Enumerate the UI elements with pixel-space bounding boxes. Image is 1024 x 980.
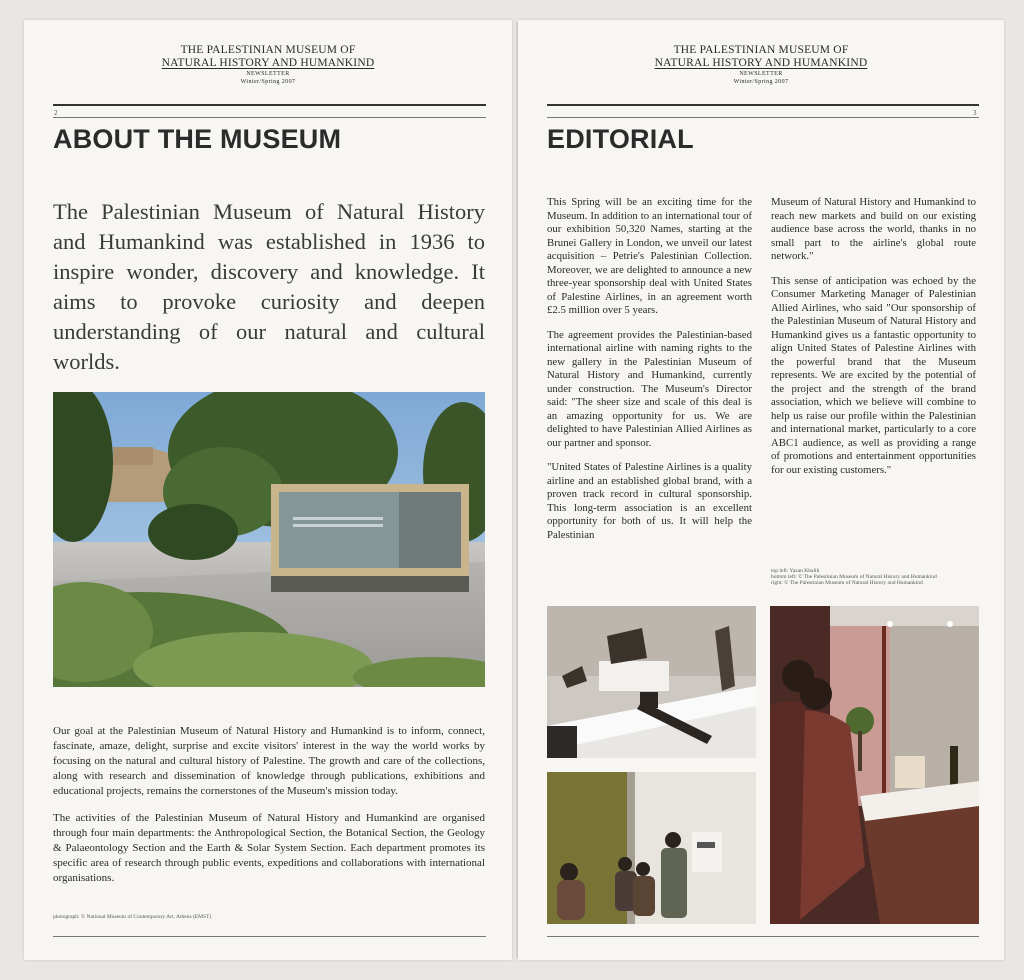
- left-section-title: ABOUT THE MUSEUM: [53, 124, 342, 154]
- photo-credits: [771, 568, 976, 586]
- editorial-paragraph: "United States of Palestine Airlines is a quality airline and an established global brand, with a proven track record in cultural sponsorship. This long-term association is an excellent opportunity for both of us. It will help the Palestinian: [547, 461, 752, 541]
- right-page: [518, 20, 1004, 960]
- masthead-line2: NATURAL HISTORY AND HUMANKIND: [654, 57, 868, 69]
- masthead-line1: THE PALESTINIAN MUSEUM OF: [673, 44, 849, 56]
- left-body-text: [53, 724, 485, 898]
- editorial-paragraph: This sense of anticipation was echoed by the Consumer Marketing Manager of Palestinian Allied Airlines, who said "Our sponsorship of the Palestinian Museum of Natural History and Humankind gives us a fantastic opportunity to align United States of Palestine Airlines with the powerful brand that the Museum represents. We are excited by the potential of the project and the strength of the brand association, which we believe will combine to help us raise our profile within the Palestinian and international market, particularly to a core ABC1 audience, as well as providing a range of promotions and entertainment opportunities for our existing customers.": [771, 274, 976, 476]
- museum-pavilion-photo: [53, 392, 485, 687]
- body-paragraph: The activities of the Palestinian Museum of Natural History and Humankind are organised through four main departments: the Anthropological Section, the Botanical Section, the Geology & Palaeontology Section and the Earth & Solar System Section. Each department promotes its specific area of research through public events, expeditions and collaborations with international organisations.: [53, 812, 485, 884]
- visitors-image: [547, 772, 756, 924]
- header-rule: [547, 104, 979, 106]
- editorial-paragraph: This Spring will be an exciting time for the Museum. In addition to an international tour of our exhibition 50,320 Names, starting at the Brunei Gallery in London, we unveil our latest acquisition – Petrie's Palestinian Collection. Moreover, we are delighted to announce a new three-year sponsorship deal with United States of Palestine Airlines, in an agreement worth £2.5 million over 5 years.: [547, 196, 752, 316]
- header-subrule: [547, 117, 979, 118]
- exhibition-image: [770, 606, 979, 924]
- left-photo-credit: photograph: © National Museum of Contemporary Art, Athens (EMST): [53, 914, 212, 920]
- right-section-title: EDITORIAL: [547, 124, 694, 154]
- museum-pavilion-image: [53, 392, 485, 687]
- masthead-newsletter: NEWSLETTER: [246, 71, 290, 77]
- editorial-column-2: [771, 196, 976, 488]
- left-masthead: [24, 44, 512, 86]
- header-subrule: [53, 117, 486, 118]
- right-masthead: [518, 44, 1004, 86]
- masthead-newsletter: NEWSLETTER: [739, 71, 783, 77]
- editorial-paragraph: The agreement provides the Palestinian-based international airline with naming rights to the new gallery in the Palestinian Museum of Natural History and Humankind, currently under construction. The Museum's Director said: "The sheer size and scale of this deal is an amazing opportunity for us. We are delighted to have Palestinian Allied Airlines as our partner and sponsor.: [547, 328, 752, 449]
- photo-credit: top left: Yazan Khalili: [771, 568, 820, 574]
- intro-paragraph: The Palestinian Museum of Natural History and Humankind was established in 1936 to inspire wonder, discovery and knowledge. It aims to provoke curiosity and deepen understanding of our natural and cultural worlds.: [53, 199, 485, 374]
- header-rule: [53, 104, 486, 106]
- footer-rule: [53, 936, 486, 937]
- left-page: [24, 20, 512, 960]
- editorial-column-1: [547, 196, 752, 553]
- photo-credit: bottom left: © The Palestinian Museum of Natural History and Humankind: [771, 574, 937, 580]
- footer-rule: [547, 936, 979, 937]
- masthead-issue: Winter/Spring 2007: [240, 79, 296, 85]
- editorial-paragraph: Museum of Natural History and Humankind to reach new markets and build on our existing audience base across the world, thanks in no small part to the airline's global route network.": [771, 196, 976, 262]
- masthead-line1: THE PALESTINIAN MUSEUM OF: [180, 44, 356, 56]
- artifacts-image: [547, 606, 756, 758]
- left-page-number: 2: [54, 109, 58, 117]
- masthead-line2: NATURAL HISTORY AND HUMANKIND: [161, 57, 375, 69]
- exhibition-visitors-photo: [770, 606, 979, 924]
- body-paragraph: Our goal at the Palestinian Museum of Natural History and Humankind is to inform, connect, fascinate, amaze, delight, surprise and excite visitors' interest in the way the world works by focusing on the natural and cultural history of Palestine. The growth and care of the collections, along with research and dissemination of knowledge through publications, exhibitions and educational projects, remains the cornerstones of the Museum's mission today.: [53, 725, 485, 797]
- photo-credit: right: © The Palestinian Museum of Natural History and Humankind: [771, 580, 923, 586]
- right-page-number: 3: [973, 109, 977, 117]
- masthead-issue: Winter/Spring 2007: [733, 79, 789, 85]
- visitors-gallery-photo: [547, 772, 756, 924]
- artifacts-display-photo: [547, 606, 756, 758]
